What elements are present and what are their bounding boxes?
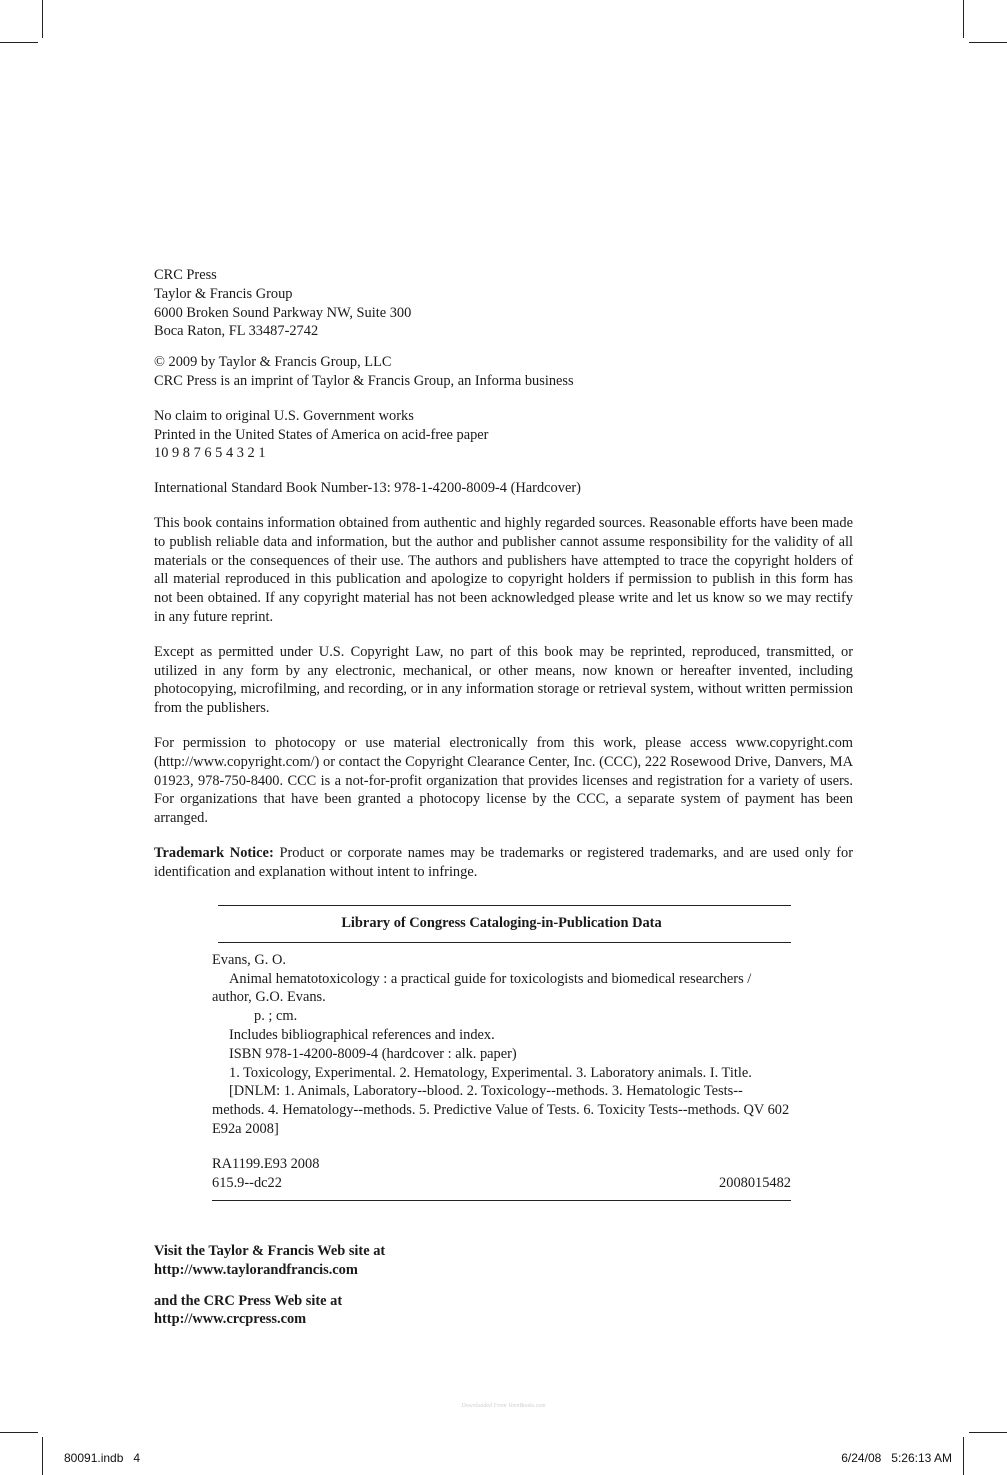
copyright-law-paragraph: Except as permitted under U.S. Copyright Law, no part of this book may be reprinted, reproduced, transmitted, or utilized in any form by any electronic, mechanical, or other means, now known or hereafter invented, including photocopying, microfilming, and recording, or in any information storage or retrieval system, without written permission from the publishers.	[154, 643, 853, 717]
cip-data-block	[212, 905, 791, 1201]
cip-spacer	[212, 1139, 791, 1155]
publisher-group: Taylor & Francis Group	[154, 285, 293, 302]
cip-subjects: 1. Toxicology, Experimental. 2. Hematology, Experimental. 3. Laboratory animals. I. Title.	[229, 1064, 752, 1081]
crop-mark-bottom-right-horizontal	[969, 1432, 1007, 1433]
printing-info	[154, 407, 853, 463]
cip-heading: Library of Congress Cataloging-in-Publication Data	[341, 915, 662, 931]
cip-dnlm: [DNLM: 1. Animals, Laboratory--blood. 2. Toxicology--methods. 3. Hematologic Tests--methods. 4. Hematology--methods. 5. Predictive Value of Tests. 6. Toxicity Tests--methods. QV 602 E92a 2008]	[212, 1083, 790, 1137]
crop-mark-bottom-left-horizontal	[0, 1432, 38, 1433]
cip-dewey: 615.9--dc22	[212, 1174, 282, 1191]
cip-call-number: RA1199.E93 2008	[212, 1155, 320, 1172]
cip-record	[212, 943, 791, 1193]
crop-mark-top-left-vertical	[42, 0, 43, 38]
isbn-block	[154, 479, 853, 498]
trademark-label: Trademark Notice:	[154, 844, 274, 861]
publisher-city: Boca Raton, FL 33487-2742	[154, 323, 319, 340]
trademark-paragraph	[154, 844, 853, 882]
cip-physical: p. ; cm.	[254, 1008, 298, 1025]
disclaimer-block	[154, 514, 853, 627]
cip-isbn: ISBN 978-1-4200-8009-4 (hardcover : alk. paper)	[229, 1045, 517, 1062]
website-links	[154, 1242, 385, 1329]
crop-mark-top-left-horizontal	[0, 42, 38, 43]
publisher-street: 6000 Broken Sound Parkway NW, Suite 300	[154, 304, 412, 321]
crc-url-link[interactable]: http://www.crcpress.com	[154, 1311, 307, 1328]
copyright-law-block	[154, 643, 853, 718]
publisher-name: CRC Press	[154, 267, 217, 283]
imprint-line: CRC Press is an imprint of Taylor & Francis Group, an Informa business	[154, 372, 574, 389]
cip-bottom-rule	[212, 1200, 791, 1201]
slug-filename: 80091.indb 4	[64, 1451, 141, 1465]
permission-paragraph: For permission to photocopy or use material electronically from this work, please access www.copyright.com (http://www.copyright.com/) or contact the Copyright Clearance Center, Inc. (CCC), 222 Rosewood Drive, Danvers, MA 01923, 978-750-8400. CCC is a not-for-profit organization that provides licenses and registration for a variety of users. For organizations that have been granted a photocopy license by the CCC, a separate system of payment has been arranged.	[154, 734, 853, 827]
crop-mark-bottom-left-vertical	[42, 1437, 43, 1475]
trademark-block	[154, 844, 853, 882]
cip-author: Evans, G. O.	[212, 951, 286, 968]
disclaimer-paragraph: This book contains information obtained from authentic and highly regarded sources. Reasonable efforts have been made to publish reliable data and information, but the author and publisher cannot assume responsibility for the validity of all materials or the consequences of their use. The authors and publishers have attempted to trace the copyright holders of all material reproduced in this publication and apologize to copyright holders if permission to publish in this form has not been obtained. If any copyright material has not been acknowledged please write and let us know so we may rectify in any future reprint.	[154, 514, 853, 625]
permission-block	[154, 734, 853, 828]
printing-number-line: 10 9 8 7 6 5 4 3 2 1	[154, 445, 266, 462]
printed-in-line: Printed in the United States of America on acid-free paper	[154, 426, 489, 443]
tf-visit-line: Visit the Taylor & Francis Web site at	[154, 1243, 386, 1259]
trademark-text: Product or corporate names may be trademarks or registered trademarks, and are used only for identification and explanation without intent to infringe.	[154, 844, 854, 880]
cip-title: Animal hematotoxicology : a practical guide for toxicologists and biomedical researchers / author, G.O. Evans.	[212, 970, 752, 1006]
tf-url-link[interactable]: http://www.taylorandfrancis.com	[154, 1261, 358, 1278]
government-works-line: No claim to original U.S. Government works	[154, 407, 414, 424]
copyright-notice	[154, 353, 853, 391]
crop-mark-top-right-horizontal	[969, 42, 1007, 43]
download-watermark: Downloaded From VeenBooks.com	[461, 1403, 546, 1409]
cip-lccn: 2008015482	[719, 1174, 791, 1191]
crop-mark-bottom-right-vertical	[963, 1437, 964, 1475]
crop-mark-top-right-vertical	[963, 0, 964, 38]
publisher-address	[154, 266, 853, 341]
copyright-page-body	[154, 266, 853, 898]
copyright-line: © 2009 by Taylor & Francis Group, LLC	[154, 354, 392, 371]
slug-timestamp: 6/24/08 5:26:13 AM	[841, 1451, 952, 1465]
cip-classification-row	[212, 1174, 791, 1193]
isbn-line: International Standard Book Number-13: 978-1-4200-8009-4 (Hardcover)	[154, 480, 581, 497]
crc-visit-line: and the CRC Press Web site at	[154, 1292, 343, 1309]
cip-notes: Includes bibliographical references and index.	[229, 1026, 495, 1043]
